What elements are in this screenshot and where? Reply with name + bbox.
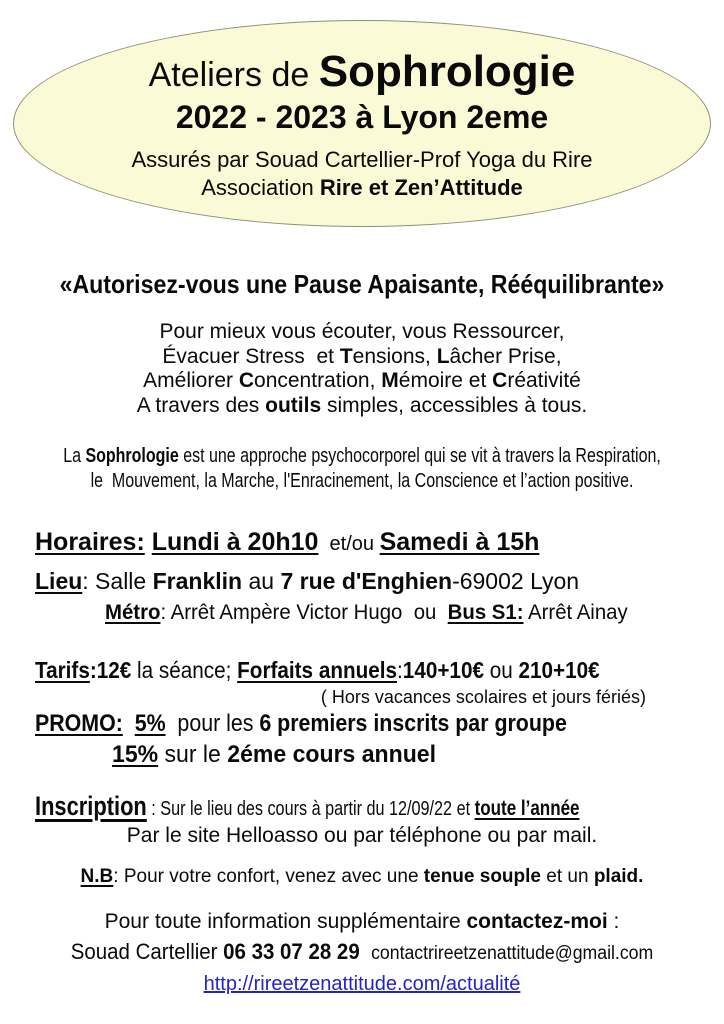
nb-text: : Pour votre confort, venez avec une xyxy=(113,866,424,888)
nb-label: N.B xyxy=(80,866,114,888)
nb-text: et un xyxy=(540,866,594,888)
spacer xyxy=(145,528,152,556)
benefit-line-1: Pour mieux vous écouter, vous Ressourcer, xyxy=(159,320,565,343)
pricing-label: Tarifs xyxy=(35,657,90,684)
header-ellipse xyxy=(13,20,711,227)
benefit-line-2 xyxy=(0,345,724,370)
schedule-slot-saturday: Samedi à 15h xyxy=(379,528,540,557)
promo-percent-15: 15% xyxy=(112,741,159,769)
benefit-text: Améliorer xyxy=(143,369,239,393)
promo-condition-1: 6 premiers inscrits par groupe xyxy=(259,710,567,738)
phone-number: 06 33 07 28 29 xyxy=(223,939,360,965)
promo-text: pour les xyxy=(165,710,260,738)
metro-label: Métro xyxy=(105,601,161,625)
benefit-text-bold: L xyxy=(436,344,450,368)
benefit-text: ensions, xyxy=(352,344,437,368)
website-line xyxy=(0,973,724,996)
forfait-label: Forfaits annuels xyxy=(237,657,398,684)
benefit-text: réativité xyxy=(507,369,581,393)
benefit-line-4 xyxy=(0,394,724,419)
about-sophrologie xyxy=(10,444,714,494)
benefit-text-bold: T xyxy=(339,344,353,368)
location-text: : Salle xyxy=(82,568,153,595)
pricing-line xyxy=(35,657,655,684)
forfait-price-1: 140+10€ xyxy=(402,657,484,684)
nb-line xyxy=(0,866,724,888)
title-main: Sophrologie xyxy=(318,47,576,96)
benefit-line-3 xyxy=(0,369,724,394)
session-price: :12€ xyxy=(89,657,132,684)
association-line xyxy=(14,175,710,201)
benefit-text-bold: outils xyxy=(265,393,322,417)
contact-text: Pour toute information supplémentaire xyxy=(104,910,467,934)
promo-percent-5: 5% xyxy=(134,710,166,738)
bus-label: Bus S1: xyxy=(447,601,524,625)
pricing-text: la séance; xyxy=(131,657,238,684)
location-text: au xyxy=(242,568,281,595)
transit-line xyxy=(105,601,705,625)
metro-stop-text: : Arrêt Ampère Victor Hugo ou xyxy=(160,601,448,625)
benefit-text-bold: C xyxy=(238,369,255,393)
promo-label: PROMO: xyxy=(35,710,123,738)
contact-info-line xyxy=(0,910,724,934)
contact-text: : xyxy=(607,910,620,934)
spacer xyxy=(123,710,135,737)
schedule-joiner: et/ou xyxy=(318,533,380,556)
pricing-text: : xyxy=(397,657,403,684)
season-line: 2022 - 2023 à Lyon 2eme xyxy=(175,99,549,136)
location-line xyxy=(35,568,724,595)
location-label: Lieu xyxy=(35,568,83,595)
association-prefix: Association xyxy=(201,175,320,201)
plaid-highlight: plaid. xyxy=(593,866,644,888)
spacer xyxy=(360,939,371,964)
instructor-line: Assurés par Souad Cartellier-Prof Yoga du Rire xyxy=(131,147,593,173)
about-line-1 xyxy=(10,444,714,469)
promo-condition-2: 2éme cours annuel xyxy=(227,741,436,769)
benefits-block xyxy=(0,320,724,418)
about-text: La xyxy=(63,445,86,468)
registration-channels: Par le site Helloasso ou par téléphone ou par mail. xyxy=(126,824,598,848)
benefit-text: âcher Prise, xyxy=(449,344,562,368)
benefit-text: A travers des xyxy=(136,393,266,417)
flyer-title xyxy=(14,49,710,95)
benefit-text-bold: C xyxy=(492,369,508,393)
venue-name: Franklin xyxy=(152,568,243,595)
benefit-text: Évacuer Stress et xyxy=(162,344,340,368)
about-line-2: le Mouvement, la Marche, l'Enracinement, la Conscience et l’action positive. xyxy=(90,470,634,493)
schedule-slot-monday: Lundi à 20h10 xyxy=(151,528,319,557)
tagline: «Autorisez-vous une Pause Apaisante, Rééquilibrante» xyxy=(59,269,665,299)
contact-details-line xyxy=(25,939,698,965)
email-address: contactrireetzenattitude@gmail.com xyxy=(371,943,654,965)
street-address: 7 rue d'Enghien xyxy=(280,568,453,595)
contact-name: Souad Cartellier xyxy=(70,939,224,965)
about-text-bold: Sophrologie xyxy=(85,445,179,468)
about-text: est une approche psychocorporel qui se vit à travers la Respiration, xyxy=(178,445,661,468)
schedule-line xyxy=(35,528,724,557)
schedule-label: Horaires: xyxy=(35,528,145,557)
title-prefix: Ateliers de xyxy=(148,56,319,94)
benefit-text: simples, accessibles à tous. xyxy=(321,393,588,417)
promo-text: sur le xyxy=(158,741,228,769)
website-link[interactable]: http://rireetzenattitude.com/actualité xyxy=(203,973,521,996)
registration-line xyxy=(35,791,593,822)
all-year-highlight: toute l’année xyxy=(474,797,580,821)
forfait-price-2: 210+10€ xyxy=(518,657,600,684)
benefit-text-bold: M xyxy=(381,369,399,393)
promo-line-1 xyxy=(35,710,648,738)
association-name: Rire et Zen’Attitude xyxy=(319,175,523,201)
city-text: -69002 Lyon xyxy=(452,568,580,595)
pricing-text: ou xyxy=(483,657,519,684)
registration-label: Inscription xyxy=(35,791,147,822)
benefit-text: émoire et xyxy=(398,369,493,393)
promo-line-2 xyxy=(112,741,700,769)
holidays-note: ( Hors vacances scolaires et jours fériés) xyxy=(320,687,646,708)
bus-stop-text: Arrêt Ainay xyxy=(523,601,628,625)
benefit-text: oncentration, xyxy=(254,369,382,393)
outfit-highlight: tenue souple xyxy=(423,866,541,888)
contact-me-highlight: contactez-moi xyxy=(466,910,608,934)
registration-text: : Sur le lieu des cours à partir du 12/09/22 et xyxy=(146,798,475,821)
